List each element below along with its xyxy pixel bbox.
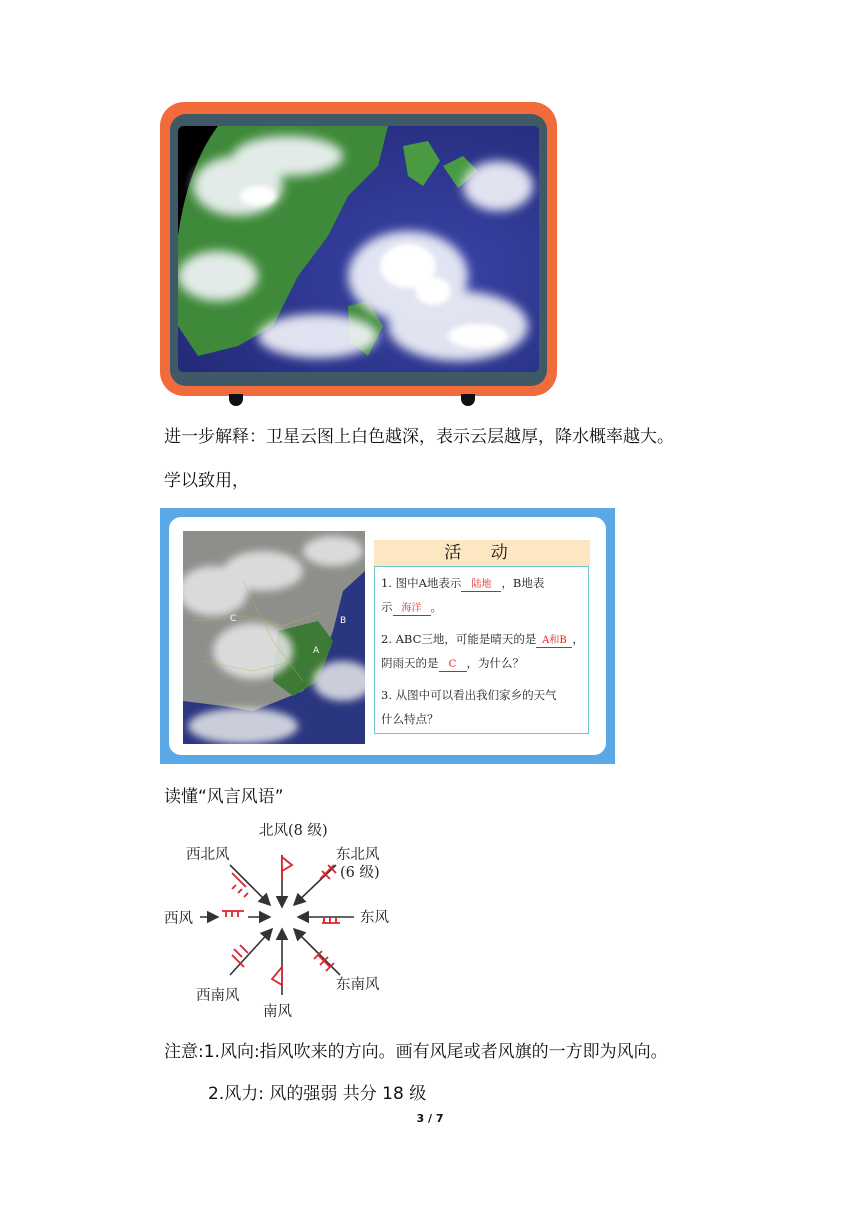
frame-leg-left — [229, 394, 243, 406]
label-west-wind: 西风 — [164, 911, 193, 927]
question-2-line-2: 阴雨天的是 C ，为什么？ — [381, 656, 524, 670]
answer-rainy: C — [439, 659, 467, 672]
south-wind-flag — [272, 967, 282, 985]
label-southwest-wind: 西南风 — [196, 988, 240, 1004]
map-label-b: B — [340, 616, 347, 626]
activity-card — [160, 508, 615, 764]
map-label-a: A — [313, 646, 320, 656]
answer-sunny: A和B — [536, 635, 572, 648]
activity-card-inner — [169, 517, 606, 755]
map-label-c: C — [230, 614, 237, 624]
arrow-southeast — [294, 929, 340, 975]
label-northeast-wind: 东北风 — [336, 847, 380, 863]
label-north-wind: 北风(8 级) — [259, 823, 328, 839]
wind-heading: 读懂“风言风语” — [164, 787, 284, 807]
explanation-text: 进一步解释：卫星云图上白色越深，表示云层越厚，降水概率越大。 — [164, 427, 674, 447]
label-northeast-force: (6 级) — [340, 865, 380, 881]
china-satellite-map — [183, 531, 365, 744]
answer-land: 陆地 — [461, 579, 501, 592]
question-1-line-2: 示 海洋 。 — [381, 600, 442, 614]
question-3-line-2: 什么特点？ — [381, 712, 439, 726]
east-wind-barb — [322, 917, 340, 923]
apply-heading: 学以致用， — [164, 471, 249, 491]
page-number: 3 / 7 — [416, 1112, 444, 1125]
wind-direction-diagram — [160, 817, 400, 1022]
northwest-wind-barb — [232, 873, 248, 897]
label-southeast-wind: 东南风 — [336, 977, 380, 993]
label-south-wind: 南风 — [263, 1004, 292, 1020]
satellite-cloud-image — [178, 126, 539, 372]
note-line-1: 注意:1.风向:指风吹来的方向。画有风尾或者风旗的一方即为风向。 — [164, 1042, 668, 1062]
satellite-image-frame — [160, 102, 557, 396]
activity-questions — [374, 566, 589, 734]
frame-inner — [170, 114, 547, 386]
north-wind-flag — [282, 857, 292, 879]
activity-title: 活 动 — [374, 540, 590, 566]
label-east-wind: 东风 — [360, 910, 389, 926]
answer-ocean: 海洋 — [393, 603, 431, 616]
arrow-northeast — [294, 865, 336, 905]
label-northwest-wind: 西北风 — [186, 847, 230, 863]
question-3-line-1: 3. 从图中可以看出我们家乡的天气 — [381, 688, 557, 702]
frame-leg-right — [461, 394, 475, 406]
southwest-wind-barb — [232, 945, 248, 967]
question-2-line-1: 2. ABC三地，可能是晴天的是 A和B ， — [381, 632, 584, 646]
note-line-2: 2.风力: 风的强弱 共分 18 级 — [208, 1084, 427, 1104]
west-wind-barb — [222, 911, 244, 917]
southeast-wind-barb — [314, 951, 334, 971]
question-1-line-1: 1. 图中A地表示 陆地 ，B地表 — [381, 576, 545, 590]
